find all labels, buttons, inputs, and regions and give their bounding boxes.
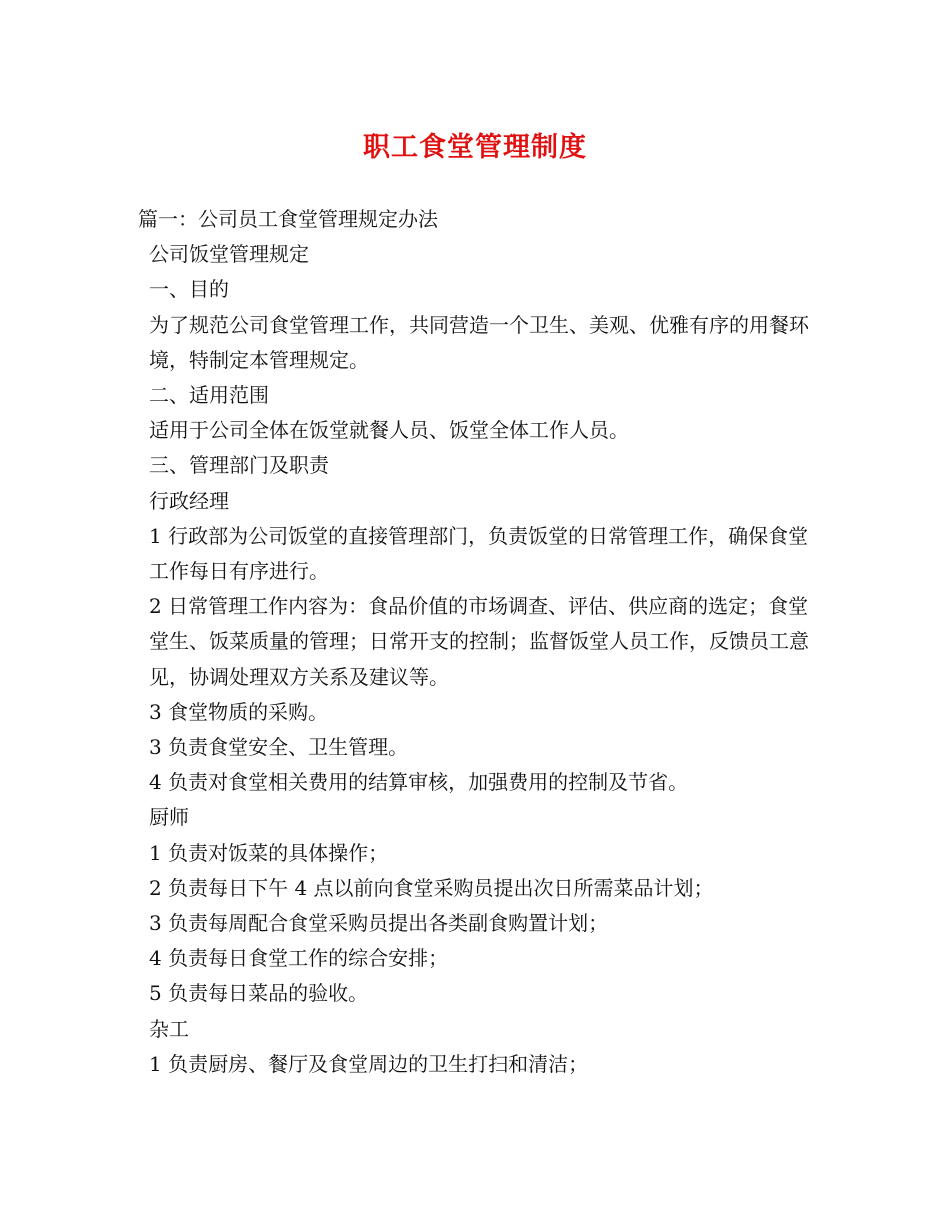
paragraph: 3 食堂物质的采购。 [149,699,329,724]
paragraph: 1 负责厨房、餐厅及食堂周边的卫生打扫和清洁； [149,1051,589,1076]
paragraph: 1 负责对饭菜的具体操作； [149,840,389,865]
paragraph: 杂工 [149,1016,189,1041]
paragraph: 4 负责对食堂相关费用的结算审核，加强费用的控制及节省。 [149,770,689,795]
paragraph: 厨师 [149,805,189,830]
paragraph: 适用于公司全体在饭堂就餐人员、饭堂全体工作人员。 [149,418,629,443]
paragraph: 2 负责每日下午 4 点以前向食堂采购员提出次日所需菜品计划； [149,875,714,900]
paragraph: 4 负责每日食堂工作的综合安排； [149,946,449,971]
paragraph: 二、适用范围 [149,383,269,408]
paragraph: 行政经理 [149,488,229,513]
paragraph: 三、管理部门及职责 [149,453,329,478]
paragraph: 篇一：公司员工食堂管理规定办法 [138,207,438,231]
paragraph: 3 负责每周配合食堂采购员提出各类副食购置计划； [149,911,609,936]
paragraph: 2 日常管理工作内容为：食品价值的市场调查、评估、供应商的选定；食堂堂生、饭菜质量的管理；日常开支的控制；监督饭堂人员工作，反馈员工意见，协调处理双方关系及建议等。 [149,594,809,689]
paragraph: 公司饭堂管理规定 [149,242,309,267]
paragraph: 3 负责食堂安全、卫生管理。 [149,735,409,760]
paragraph: 5 负责每日菜品的验收。 [149,981,369,1006]
paragraph: 为了规范公司食堂管理工作，共同营造一个卫生、美观、优雅有序的用餐环境，特制定本管理规定。 [149,312,809,372]
document-title: 职工食堂管理制度 [363,132,587,163]
paragraph: 一、目的 [149,277,229,302]
paragraph: 1 行政部为公司饭堂的直接管理部门，负责饭堂的日常管理工作，确保食堂工作每日有序进行。 [149,523,809,584]
document-body [138,202,828,1082]
